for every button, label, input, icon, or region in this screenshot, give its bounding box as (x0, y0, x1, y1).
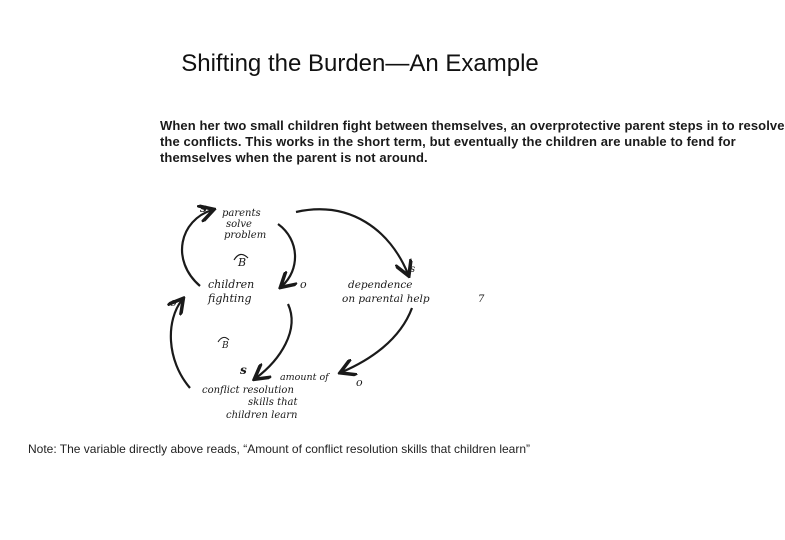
polarity-to-skills-left: s (240, 363, 247, 377)
node-skills-line-4: children learn (226, 410, 298, 421)
polarity-to-dependence: s (410, 264, 416, 275)
node-children-line-2: fighting (208, 292, 252, 305)
polarity-to-children-left: o (170, 296, 177, 309)
scan-line-2: the conflicts. This works in the short term, but eventually the children are unable to fend for (160, 134, 736, 149)
node-skills-line-2: conflict resolution (202, 385, 294, 396)
node-skills-line-1: amount of (280, 372, 329, 383)
dependence-tick-mark: 7 (478, 294, 485, 305)
link-children-to-skills (256, 304, 292, 378)
node-dependence-on-parental-help (342, 279, 430, 305)
slide-title: Shifting the Burden—An Example (181, 50, 539, 77)
causal-loop-diagram (160, 190, 500, 430)
node-parents-solve-problem (222, 208, 266, 241)
scan-line-1: When her two small children fight between themselves, an overprotective parent steps in to resolve (160, 118, 785, 133)
link-dependence-to-skills (342, 308, 412, 372)
node-parents-line-3: problem (224, 230, 267, 241)
footnote: Note: The variable directly above reads, “Amount of conflict resolution skills that children learn” (28, 442, 531, 456)
node-children-line-1: children (208, 278, 255, 291)
polarity-to-parents: s (200, 201, 207, 215)
polarity-to-children: o (300, 278, 307, 291)
node-parents-line-1: parents (222, 208, 261, 219)
loop-label-lower: B (222, 341, 229, 351)
node-parents-line-2: solve (226, 219, 252, 230)
polarity-to-skills-right: o (356, 376, 363, 389)
node-skills-line-3: skills that (248, 397, 298, 408)
node-conflict-resolution-skills (202, 372, 330, 421)
node-dependence-line-1: dependence (348, 279, 413, 291)
link-parents-to-children (278, 224, 295, 286)
node-children-fighting (207, 278, 254, 305)
link-skills-to-children (171, 300, 190, 388)
scanned-description-text (160, 118, 785, 166)
node-dependence-line-2: on parental help (342, 293, 430, 305)
link-parents-to-dependence (296, 209, 408, 274)
link-children-to-parents (182, 210, 212, 286)
scan-line-3: themselves when the parent is not around. (160, 150, 428, 165)
loop-label-upper: B (238, 256, 247, 269)
